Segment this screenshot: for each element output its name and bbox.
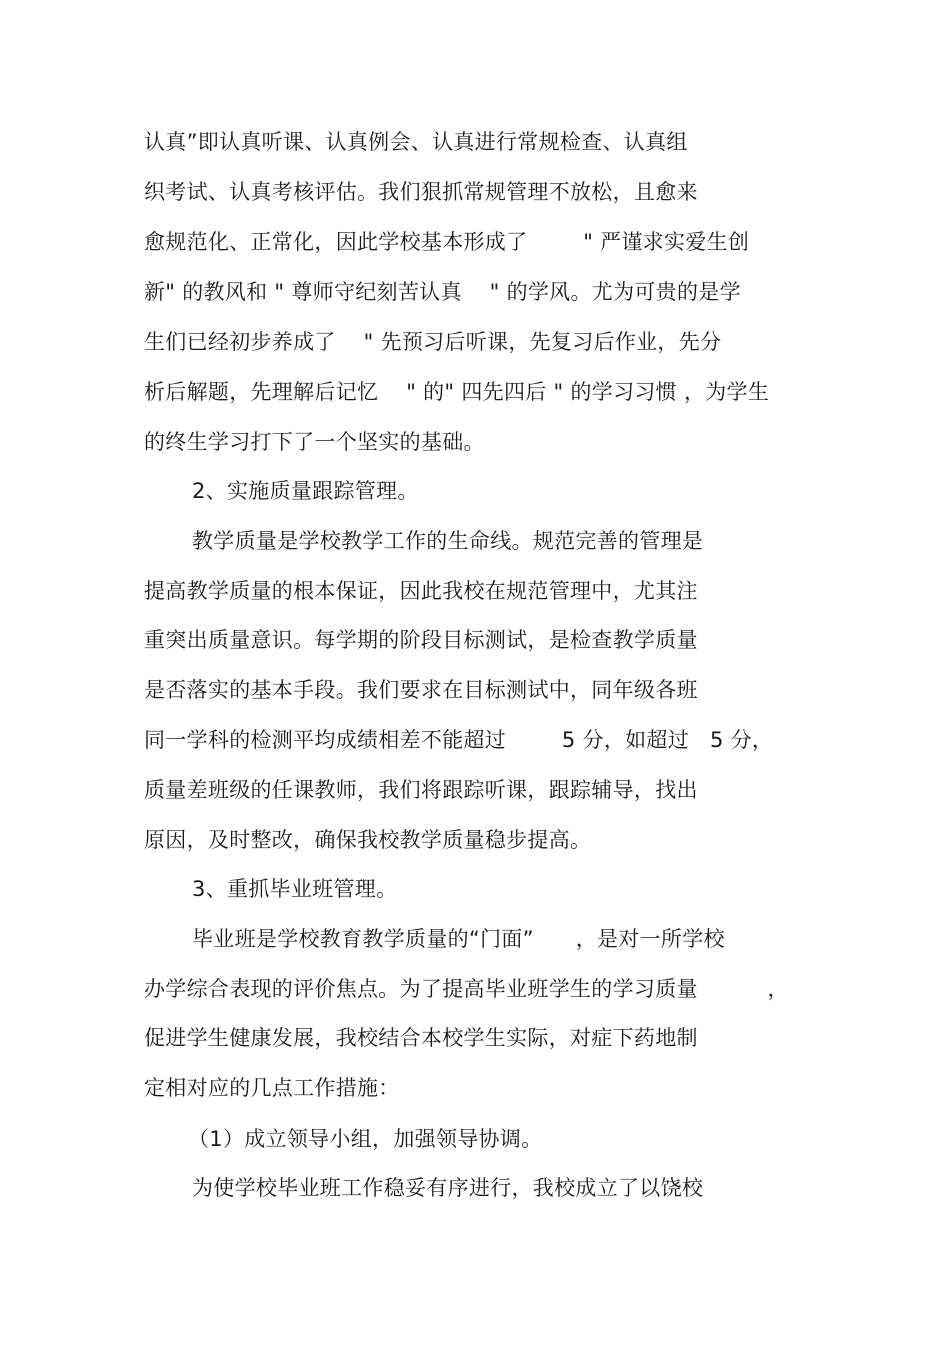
text-line: 愈规范化、正常化，因此学校基本形成了 " 严谨求实爱生创 [144, 230, 750, 254]
text-line: 的终生学习打下了一个坚实的基础。 [144, 430, 485, 454]
text-line: 办学综合表现的评价焦点。为了提高毕业班学生的学习质量 ， [144, 977, 789, 1001]
subsection-heading: （1）成立领导小组，加强领导协调。 [188, 1127, 543, 1151]
text-line: 析后解题，先理解后记忆 " 的" 四先四后 " 的学习习惯 ，为学生 [144, 380, 770, 404]
text-line: 提高教学质量的根本保证，因此我校在规范管理中，尤其注 [144, 579, 698, 603]
text-line: 新" 的教风和 " 尊师守纪刻苦认真 " 的学风。尤为可贵的是学 [144, 280, 741, 304]
text-line: 织考试、认真考核评估。我们狠抓常规管理不放松，且愈来 [144, 180, 698, 204]
text-line: 认真”即认真听课、认真例会、认真进行常规检查、认真组 [144, 130, 688, 154]
section-heading: 2、实施质量跟踪管理。 [192, 479, 419, 503]
text-line: 生们已经初步养成了 " 先预习后听课，先复习后作业，先分 [144, 330, 722, 354]
text-line: 同一学科的检测平均成绩相差不能超过 5 分，如超过 5 分， [144, 728, 774, 752]
paragraph-first-line: 为使学校毕业班工作稳妥有序进行，我校成立了以饶校 [192, 1176, 704, 1200]
text-line: 定相对应的几点工作措施： [144, 1076, 400, 1100]
text-line: 促进学生健康发展，我校结合本校学生实际，对症下药地制 [144, 1026, 698, 1050]
paragraph-first-line: 毕业班是学校教育教学质量的“门面” ，是对一所学校 [192, 927, 725, 951]
paragraph-first-line: 教学质量是学校教学工作的生命线。规范完善的管理是 [192, 529, 704, 553]
text-line: 重突出质量意识。每学期的阶段目标测试，是检查教学质量 [144, 628, 698, 652]
section-heading: 3、重抓毕业班管理。 [192, 877, 398, 901]
text-line: 质量差班级的任课教师，我们将跟踪听课，跟踪辅导，找出 [144, 778, 698, 802]
text-line: 是否落实的基本手段。我们要求在目标测试中，同年级各班 [144, 678, 698, 702]
text-line: 原因，及时整改，确保我校教学质量稳步提高。 [144, 828, 592, 852]
